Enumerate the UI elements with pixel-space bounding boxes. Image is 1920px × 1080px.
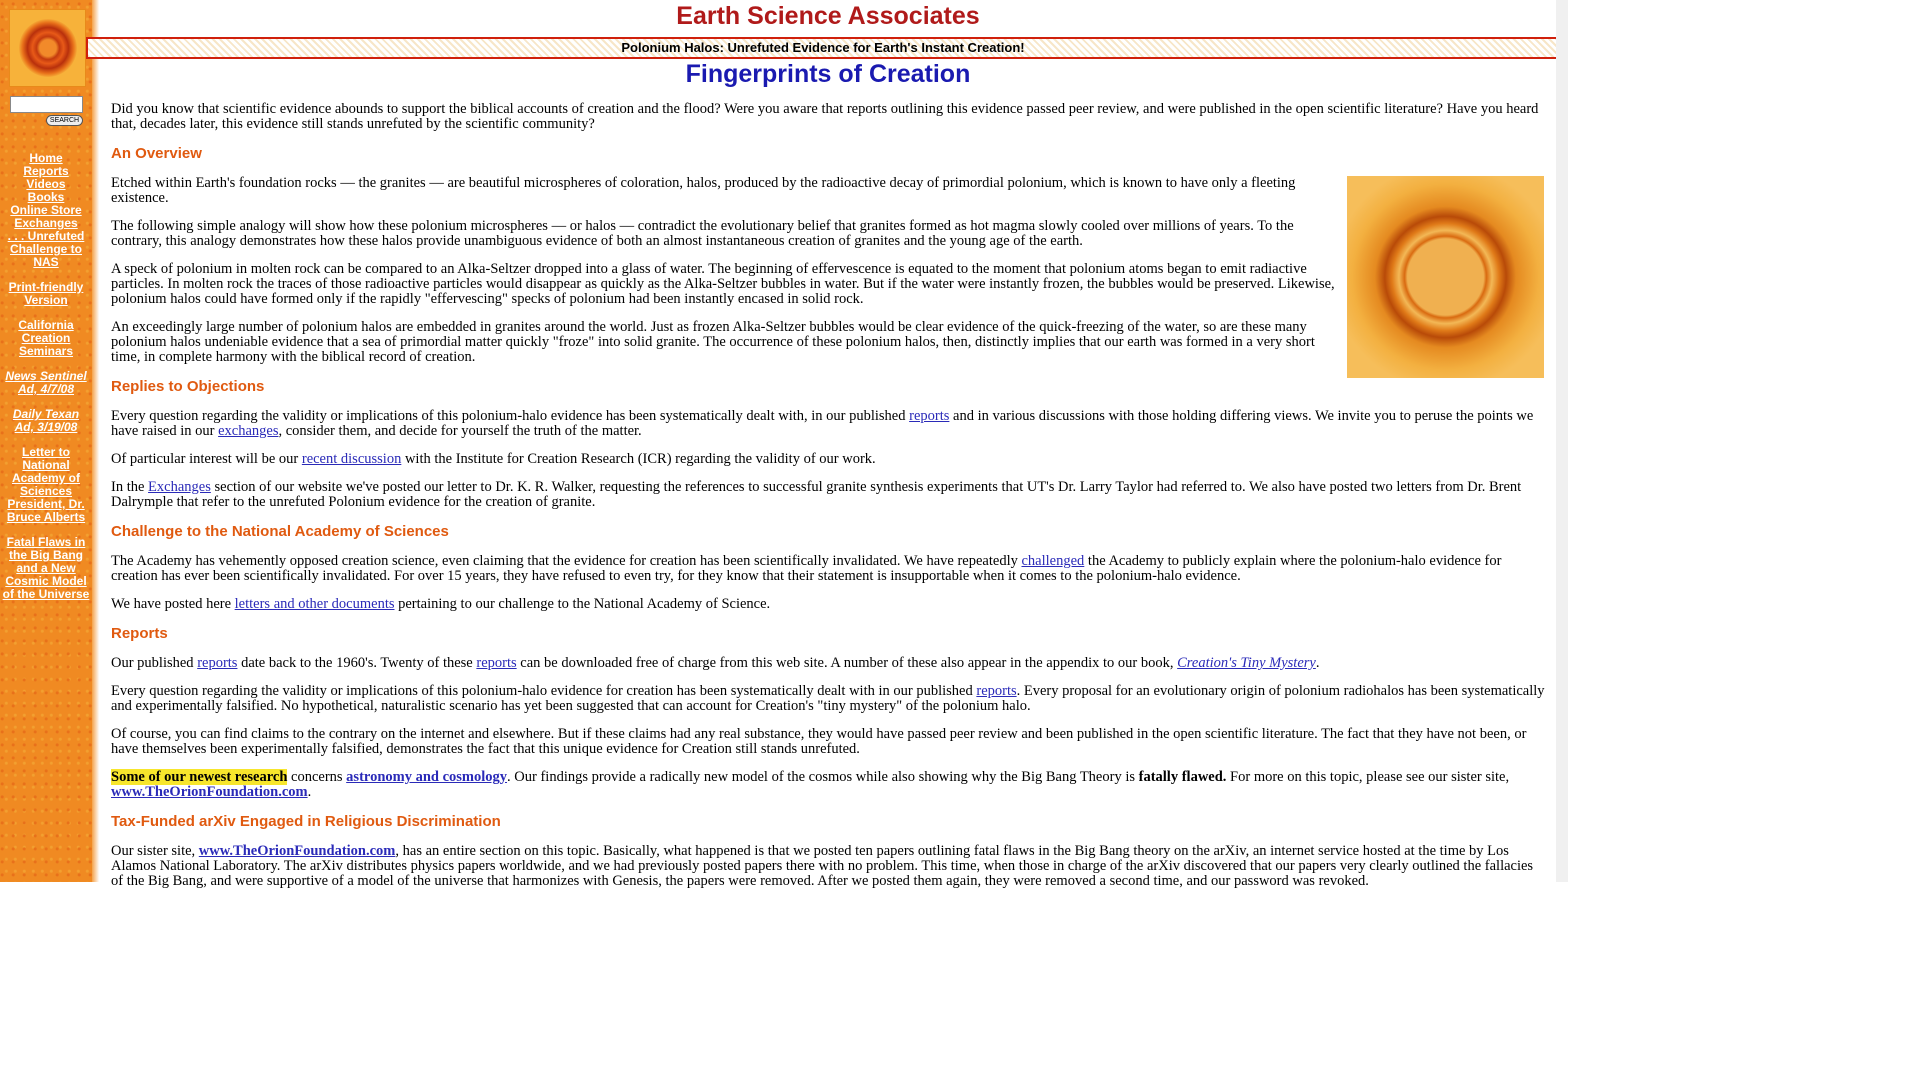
nav-print-version[interactable]: Print-friendly Version <box>8 280 84 307</box>
arxiv-paragraph <box>111 844 1547 889</box>
link-exchanges-section[interactable]: Exchanges <box>148 479 211 495</box>
text: . Our findings provide a radically new model of the cosmos while also showing why the Big Bang Theory is <box>507 769 1139 785</box>
nav-videos[interactable]: Videos <box>26 177 66 191</box>
link-exchanges[interactable]: exchanges <box>218 423 279 439</box>
nav-reports[interactable]: Reports <box>23 164 69 178</box>
bold-text: fatally flawed. <box>1138 769 1227 785</box>
banner: Polonium Halos: Unrefuted Evidence for Earth's Instant Creation! <box>86 37 1560 59</box>
sidebar-edge <box>92 0 100 882</box>
overview-paragraph: The following simple analogy will show how these polonium microspheres — or halos — contradict the evolutionary belief that granites formed as hot magma slowly cooled over millions of years. To the contrary, this analogy demonstrates how these halos provide unambiguous evidence of both an almost instantaneous creation of granites and the young age of the earth. <box>111 218 1294 249</box>
heading-replies: Replies to Objections <box>111 378 265 395</box>
text: In the <box>111 479 149 495</box>
text: For more on this topic, please see our sister site, <box>1226 769 1510 785</box>
challenge-paragraph <box>111 597 1547 612</box>
text: can be downloaded free of charge from this web site. A number of these also appear in the appendix to our book, <box>516 655 1178 671</box>
text: concerns <box>287 769 347 785</box>
replies-paragraph <box>111 409 1547 439</box>
article <box>111 102 1547 902</box>
nav-home[interactable]: Home <box>29 151 63 165</box>
text: Every question regarding the validity or implications of this polonium-halo evidence has been systematically dealt with, in our published <box>111 408 910 424</box>
polonium-halo-image <box>1347 176 1544 378</box>
link-orion-foundation[interactable]: www.TheOrionFoundation.com <box>111 784 308 800</box>
link-reports[interactable]: reports <box>197 655 238 671</box>
page-title: Fingerprints of Creation <box>685 60 971 88</box>
text: Our published <box>111 655 198 671</box>
highlight-newest-research: Some of our newest research <box>111 769 288 785</box>
text: , has an entire section on this topic. Basically, what happened is that we posted ten papers outlining fatal flaws in the Big Bang theory on the arXiv, an internet service hosted at the time by Los Alamos National Laboratory. The arXiv distributes physics papers worldwide, and we had previously posted papers there with no problem. This time, when those in charge of the arXiv discovered that our papers very clearly outlined the fallacies of the Big Bang, and were supportive of a model of the universe that harmonizes with Genesis, the papers were removed. After we posted them again, they were removed a second time, and our password was revoked. <box>111 843 1534 889</box>
link-astronomy-cosmology[interactable]: astronomy and cosmology <box>346 769 508 785</box>
nav-exchanges[interactable]: Exchanges <box>14 216 78 230</box>
heading-arxiv: Tax-Funded arXiv Engaged in Religious Discrimination <box>111 813 501 830</box>
text: . <box>307 784 312 800</box>
link-challenged[interactable]: challenged <box>1021 553 1085 569</box>
link-reports[interactable]: reports <box>976 683 1017 699</box>
text: Of particular interest will be our <box>111 451 302 467</box>
intro-paragraph: Did you know that scientific evidence abounds to support the biblical accounts of creation and the flood? Were you aware that reports outlining this evidence passed peer review, and were published in the open scientific literature? Have you heard that, decades later, this evidence still stands unrefuted by the scientific community? <box>111 101 1539 132</box>
replies-paragraph <box>111 452 1547 467</box>
heading-challenge: Challenge to the National Academy of Sciences <box>111 523 449 540</box>
link-book-tiny-mystery[interactable]: Creation's Tiny Mystery <box>1177 655 1316 671</box>
sidebar <box>0 0 92 882</box>
search-input[interactable] <box>10 96 83 113</box>
heading-reports: Reports <box>111 625 168 642</box>
nav-california-seminars[interactable]: California Creation Seminars <box>18 318 74 358</box>
halo-logo-icon <box>19 19 77 77</box>
reports-paragraph <box>111 656 1547 671</box>
text: with the Institute for Creation Research (ICR) regarding the validity of our work. <box>401 451 876 467</box>
text: , consider them, and decide for yourself the truth of the matter. <box>278 423 642 439</box>
site-logo[interactable] <box>9 9 86 87</box>
heading-overview: An Overview <box>111 145 202 162</box>
reports-paragraph <box>111 684 1547 714</box>
challenge-paragraph <box>111 554 1547 584</box>
text: pertaining to our challenge to the National Academy of Science. <box>394 596 771 612</box>
link-letters-documents[interactable]: letters and other documents <box>234 596 395 612</box>
nav-challenge-nas[interactable]: . . . Unrefuted Challenge to NAS <box>7 229 85 269</box>
link-orion-foundation[interactable]: www.TheOrionFoundation.com <box>198 843 396 859</box>
nav-daily-texan-ad[interactable]: Daily Texan Ad, 3/19/08 <box>12 407 80 434</box>
text: and in various discussions with those holding differing views. We invite you to peruse the points we have raised in our <box>111 408 1534 439</box>
link-reports[interactable]: reports <box>909 408 950 424</box>
text: section of our website we've posted our letter to Dr. K. R. Walker, requesting the references to successful granite synthesis experiments that UT's Dr. Larry Taylor had referred to. We also have posted two letters from Dr. Brent Dalrymple that refer to the unrefuted Polonium evidence for the creation of granite. <box>111 479 1522 510</box>
link-recent-discussion[interactable]: recent discussion <box>301 451 402 467</box>
text: We have posted here <box>111 596 235 612</box>
text: The Academy has vehemently opposed creation science, even claiming that the evidence for creation has been scientifically invalidated. We have repeatedly <box>111 553 1022 569</box>
replies-paragraph <box>111 480 1547 510</box>
search-button[interactable]: SEARCH <box>46 115 83 126</box>
overview-paragraph: A speck of polonium in molten rock can be compared to an Alka-Seltzer dropped into a glass of water. The beginning of effervescence is equated to the moment that polonium atoms began to emit radiactive particles. In molten rock the traces of those radioactive particles would disappear as quickly as the Alka-Seltzer bubbles in water. But if the water were instantly frozen, the bubbles would be preserved. Likewise, polonium halos could have formed only if the rapidly "effervescing" specks of polonium had been instantly encased in solid rock. <box>111 261 1335 307</box>
nav-news-sentinel-ad[interactable]: News Sentinel Ad, 4/7/08 <box>5 369 87 396</box>
newest-research-paragraph <box>111 770 1547 800</box>
link-reports[interactable]: reports <box>476 655 517 671</box>
nav-letter-nas[interactable]: Letter to National Academy of Sciences President, Dr. Bruce Alberts <box>6 445 86 524</box>
site-title: Earth Science Associates <box>676 2 980 30</box>
sidebar-nav <box>2 152 90 601</box>
reports-paragraph: Of course, you can find claims to the contrary on the internet and elsewhere. But if these claims had any real substance, they would have passed peer review and been published in the open scientific literature. The fact that they have not been, or have themselves been experimentally falsified, demonstrates the fact that this unique evidence for Creation still stands unrefuted. <box>111 726 1527 757</box>
overview-paragraph: Etched within Earth's foundation rocks — the granites — are beautiful microspheres of coloration, halos, produced by the radioactive decay of primordial polonium, which is known to have only a fleeting existence. <box>111 175 1296 206</box>
nav-fatal-flaws[interactable]: Fatal Flaws in the Big Bang and a New Cosmic Model of the Universe <box>2 535 90 601</box>
text: Every question regarding the validity or implications of this polonium-halo evidence for creation has been systematically dealt with in our published <box>111 683 977 699</box>
scrollbar[interactable] <box>1556 0 1568 882</box>
text: date back to the 1960's. Twenty of these <box>237 655 477 671</box>
text: Our sister site, <box>111 843 199 859</box>
nav-books[interactable]: Books <box>27 190 65 204</box>
overview-paragraph: An exceedingly large number of polonium halos are embedded in granites around the world. Just as frozen Alka-Seltzer bubbles would be clear evidence of the quick-freezing of the water, so are these many polonium halos undeniable evidence that a sea of primordial matter quickly "froze" into solid granite. The occurrence of these polonium halos, then, distinctly implies that our earth was formed in a very short time, in complete harmony with the biblical record of creation. <box>111 319 1315 365</box>
text: the Academy to publicly explain where the polonium-halo evidence for creation has ever been scientifically invalidated. For over 15 years, they have refused to even try, for they know that their statement is insupportable when it comes to the polonium-halo evidence. <box>111 553 1502 584</box>
main-content <box>100 0 1556 889</box>
text: . <box>1315 655 1320 671</box>
nav-online-store[interactable]: Online Store <box>10 203 82 217</box>
text: . Every proposal for an evolutionary origin of polonium radiohalos has been systematically and experimentally falsified. No hypothetical, naturalistic scenario has yet been suggested that can account for Creation's "tiny mystery" of the polonium halo. <box>111 683 1545 714</box>
